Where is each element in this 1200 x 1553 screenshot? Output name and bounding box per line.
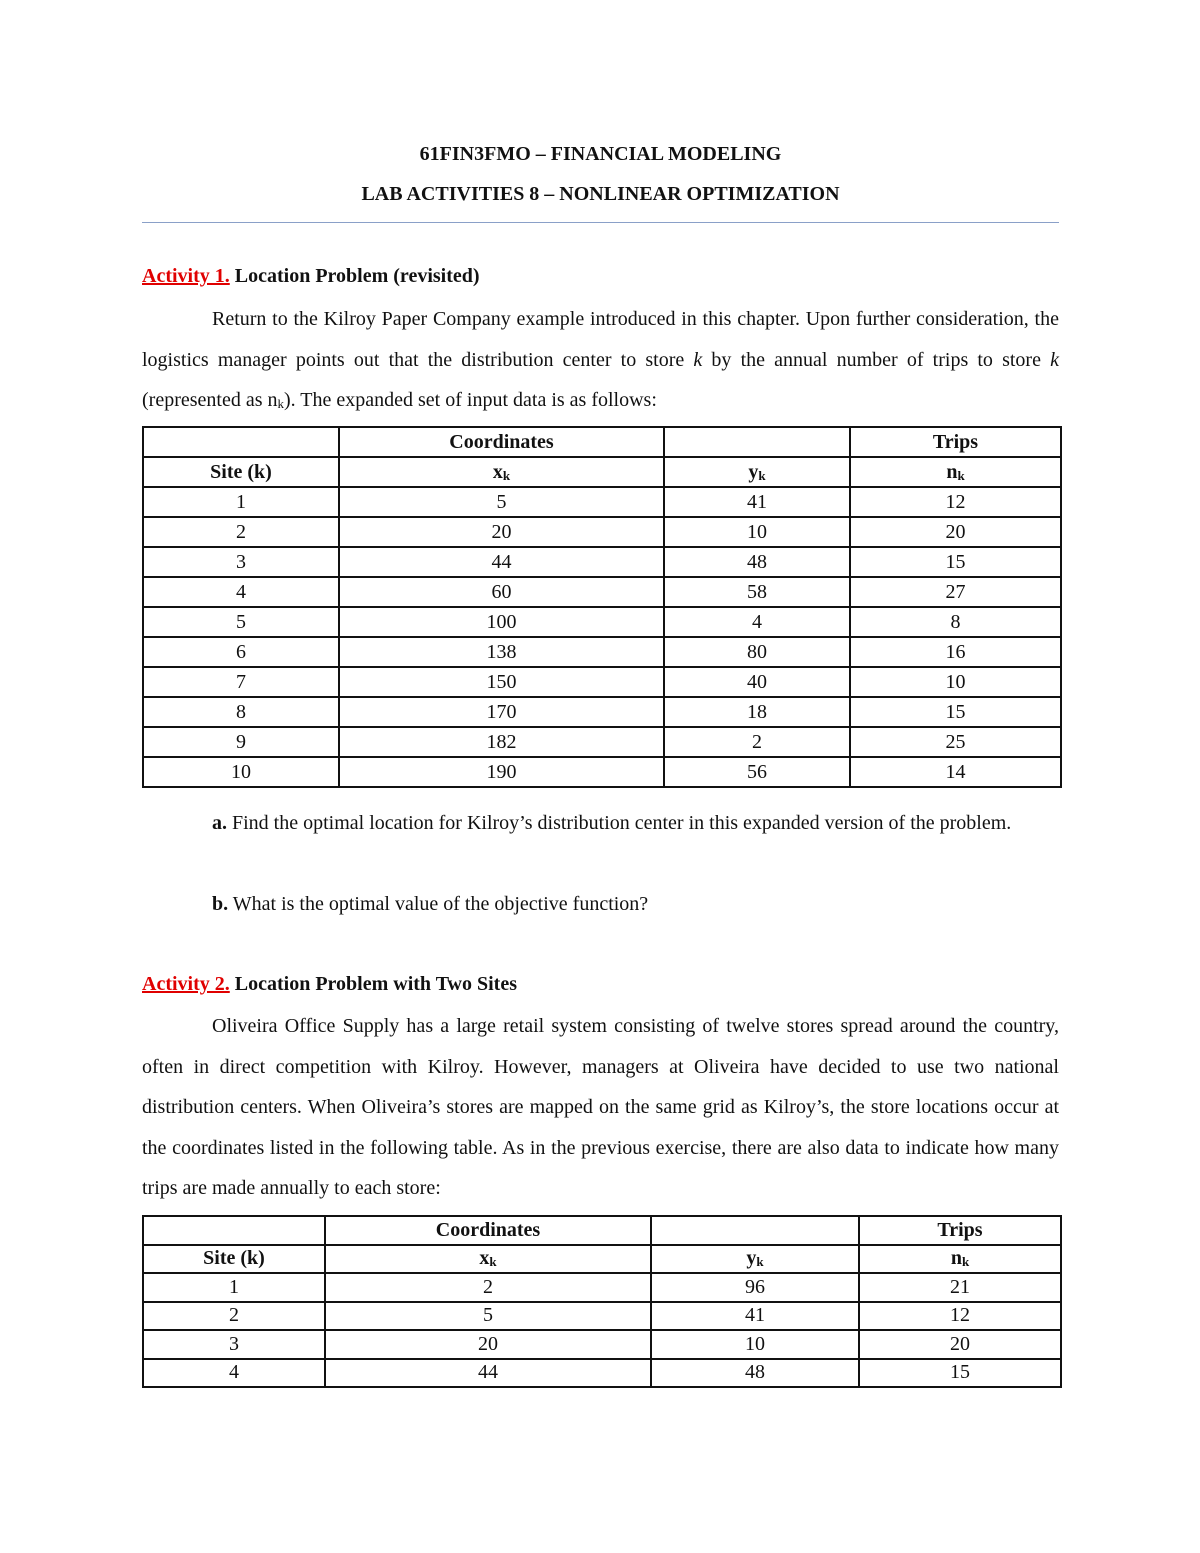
table-cell: 44: [339, 547, 664, 577]
table-cell: 9: [143, 727, 339, 757]
table-cell: 10: [143, 757, 339, 787]
column-header-cell: xk: [339, 457, 664, 487]
table-cell: 138: [339, 637, 664, 667]
table-cell: 4: [143, 1359, 325, 1388]
group-header-cell: Coordinates: [325, 1216, 651, 1245]
table-row: [143, 607, 1061, 637]
table-cell: 3: [143, 1330, 325, 1359]
table-cell: 21: [859, 1273, 1061, 1302]
table-cell: 80: [664, 637, 850, 667]
table-row: [143, 577, 1061, 607]
table-cell: 40: [664, 667, 850, 697]
activity-2-heading: [142, 973, 517, 996]
table-cell: 41: [651, 1302, 859, 1331]
group-header-cell: [143, 427, 339, 457]
table-row: [143, 517, 1061, 547]
table-cell: 8: [850, 607, 1061, 637]
table-cell: 5: [325, 1302, 651, 1331]
table-cell: 1: [143, 487, 339, 517]
question-a: a. Find the optimal location for Kilroy’s distribution center in this expanded version of the problem.: [212, 812, 1012, 834]
table-cell: 10: [664, 517, 850, 547]
table-cell: 14: [850, 757, 1061, 787]
group-header-cell: Trips: [859, 1216, 1061, 1245]
table-row: [143, 547, 1061, 577]
column-header-cell: Site (k): [143, 1245, 325, 1274]
table-cell: 4: [143, 577, 339, 607]
table-row: [143, 757, 1061, 787]
group-header-cell: Coordinates: [339, 427, 664, 457]
table-cell: 100: [339, 607, 664, 637]
table-cell: 20: [339, 517, 664, 547]
table-cell: 15: [850, 697, 1061, 727]
table-cell: 4: [664, 607, 850, 637]
group-header-cell: Trips: [850, 427, 1061, 457]
table-cell: 96: [651, 1273, 859, 1302]
table-cell: 27: [850, 577, 1061, 607]
activity-2-label[interactable]: Activity 2.: [142, 973, 230, 995]
activity-1-title: Location Problem (revisited): [234, 265, 480, 287]
table-cell: 5: [143, 607, 339, 637]
lab-title: LAB ACTIVITIES 8 – NONLINEAR OPTIMIZATION: [361, 183, 840, 205]
table-cell: 7: [143, 667, 339, 697]
group-header-row: [143, 1216, 1061, 1245]
table-cell: 48: [664, 547, 850, 577]
table-row: [143, 637, 1061, 667]
table-cell: 20: [850, 517, 1061, 547]
header-divider: [142, 222, 1059, 223]
table-cell: 58: [664, 577, 850, 607]
column-header-cell: Site (k): [143, 457, 339, 487]
column-header-cell: yk: [651, 1245, 859, 1274]
activity-1-label[interactable]: Activity 1.: [142, 265, 230, 287]
table-cell: 44: [325, 1359, 651, 1388]
activity-2-table: [142, 1215, 1062, 1388]
question-b: b. What is the optimal value of the objective function?: [212, 893, 649, 915]
table-row: [143, 1359, 1061, 1388]
table-cell: 2: [664, 727, 850, 757]
table-cell: 10: [850, 667, 1061, 697]
table-cell: 16: [850, 637, 1061, 667]
group-header-cell: [664, 427, 850, 457]
table-row: [143, 1302, 1061, 1331]
column-header-cell: nk: [859, 1245, 1061, 1274]
group-header-row: [143, 427, 1061, 457]
column-header-cell: yk: [664, 457, 850, 487]
table-cell: 1: [143, 1273, 325, 1302]
column-header-cell: xk: [325, 1245, 651, 1274]
table-cell: 2: [325, 1273, 651, 1302]
group-header-cell: [651, 1216, 859, 1245]
table-cell: 20: [859, 1330, 1061, 1359]
table-cell: 8: [143, 697, 339, 727]
table-cell: 10: [651, 1330, 859, 1359]
column-header-row: [143, 457, 1061, 487]
table-cell: 12: [859, 1302, 1061, 1331]
table-cell: 170: [339, 697, 664, 727]
table-cell: 60: [339, 577, 664, 607]
activity-2-paragraph: Oliveira Office Supply has a large retail system consisting of twelve stores spread around the country, often in direct competition with Kilroy. However, managers at Oliveira have decided to use two national distribution centers. When Oliveira’s stores are mapped on the same grid as Kilroy’s, the store locations occur at the coordinates listed in the following table. As in the previous exercise, there are also data to indicate how many trips are made annually to each store:: [142, 1015, 1059, 1199]
table-row: [143, 1330, 1061, 1359]
table-cell: 56: [664, 757, 850, 787]
table-cell: 150: [339, 667, 664, 697]
activity-1-paragraph: Return to the Kilroy Paper Company example introduced in this chapter. Upon further consideration, the logistics manager points out that the distribution center to store k by the annual number of trips to store k (represented as nk). The expanded set of input data is as follows:: [142, 308, 1059, 411]
table-cell: 15: [850, 547, 1061, 577]
table-cell: 15: [859, 1359, 1061, 1388]
table-cell: 41: [664, 487, 850, 517]
activity-1-table: [142, 426, 1062, 788]
table-cell: 12: [850, 487, 1061, 517]
table-row: [143, 667, 1061, 697]
table-cell: 190: [339, 757, 664, 787]
activity-2-title: Location Problem with Two Sites: [234, 973, 517, 995]
table-row: [143, 697, 1061, 727]
table-row: [143, 487, 1061, 517]
table-cell: 20: [325, 1330, 651, 1359]
group-header-cell: [143, 1216, 325, 1245]
table-cell: 2: [143, 517, 339, 547]
column-header-row: [143, 1245, 1061, 1274]
table-cell: 5: [339, 487, 664, 517]
table-cell: 2: [143, 1302, 325, 1331]
table-cell: 182: [339, 727, 664, 757]
table-cell: 3: [143, 547, 339, 577]
table-row: [143, 1273, 1061, 1302]
table-cell: 18: [664, 697, 850, 727]
column-header-cell: nk: [850, 457, 1061, 487]
table-cell: 48: [651, 1359, 859, 1388]
table-cell: 6: [143, 637, 339, 667]
course-title: 61FIN3FMO – FINANCIAL MODELING: [419, 143, 782, 165]
table-row: [143, 727, 1061, 757]
table-cell: 25: [850, 727, 1061, 757]
activity-1-heading: [142, 265, 480, 288]
